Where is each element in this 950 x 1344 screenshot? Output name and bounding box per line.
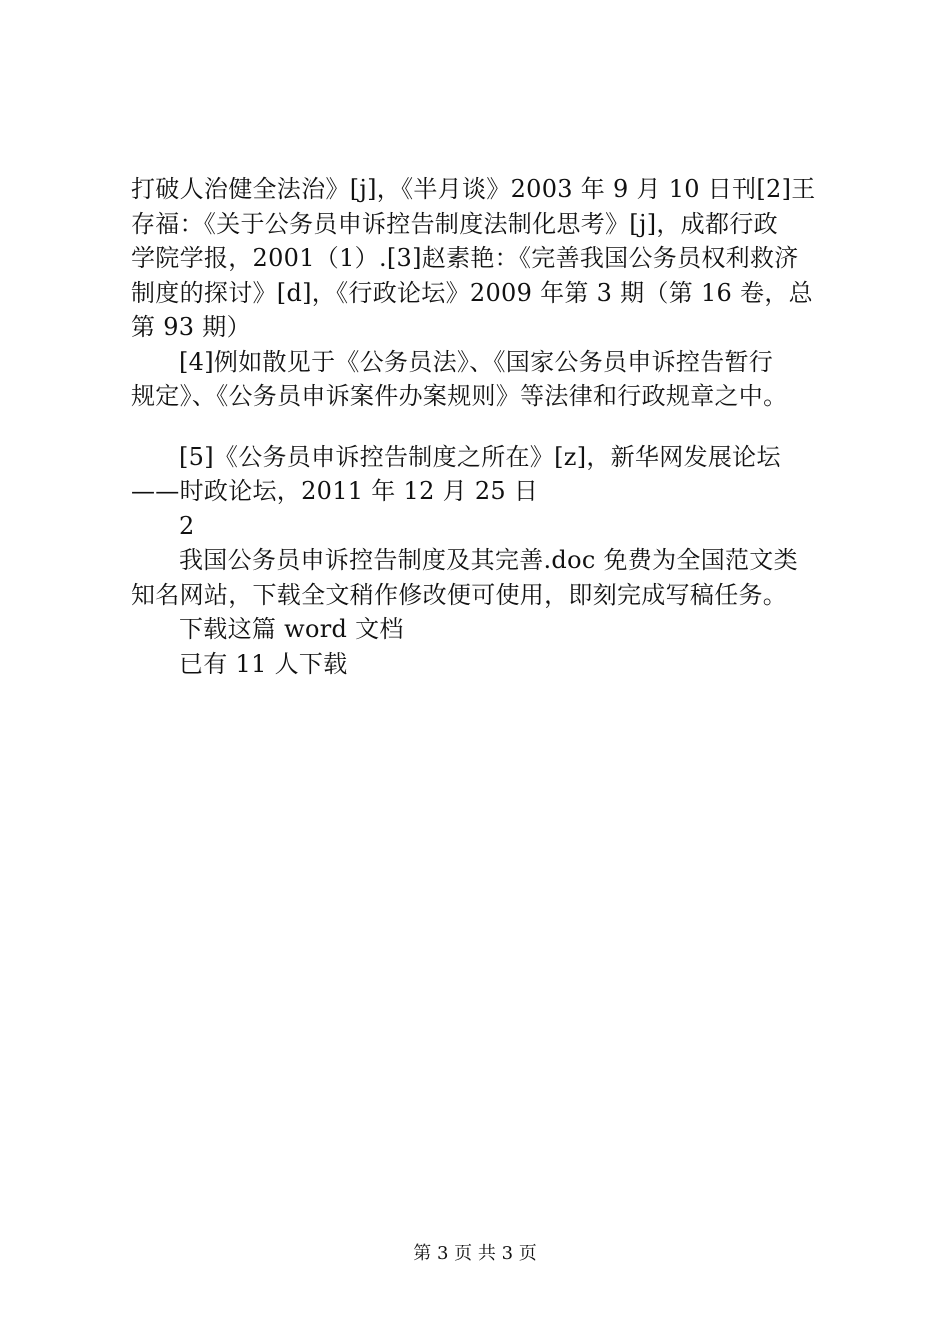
reference-text-line: 学院学报，2001（1）.[3]赵素艳：《完善我国公务员权利救济: [131, 244, 799, 272]
site-notice-line: 知名网站，下载全文稍作修改便可使用，即刻完成写稿任务。: [131, 580, 788, 609]
section-number: 2: [179, 511, 195, 540]
download-link[interactable]: 下载这篇 word 文档: [179, 615, 404, 643]
reference-4-line: 规定》、《公务员申诉案件办案规则》等法律和行政规章之中。: [131, 382, 788, 410]
reference-5-line: [5]《公务员申诉控告制度之所在》[z]，新华网发展论坛: [179, 442, 781, 471]
site-notice-line: 我国公务员申诉控告制度及其完善.doc 免费为全国范文类: [179, 546, 798, 574]
reference-text-line: 存福：《关于公务员申诉控告制度法制化思考》[j]，成都行政: [131, 209, 778, 238]
download-count: 已有 11 人下载: [179, 649, 348, 678]
reference-text-line: 制度的探讨》[d]，《行政论坛》2009 年第 3 期（第 16 卷，总: [131, 278, 813, 307]
document-body: [131, 172, 831, 681]
reference-4-line: [4]例如散见于《公务员法》、《国家公务员申诉控告暂行: [179, 347, 774, 376]
page-number-footer: 第 3 页 共 3 页: [413, 1243, 537, 1264]
reference-text-line: 打破人治健全法治》[j]，《半月谈》2003 年 9 月 10 日刊[2]王: [131, 175, 816, 203]
reference-5-line: ——时政论坛，2011 年 12 月 25 日: [131, 477, 539, 505]
paragraph-spacer: [131, 414, 831, 440]
reference-text-line: 第 93 期）: [131, 313, 251, 341]
